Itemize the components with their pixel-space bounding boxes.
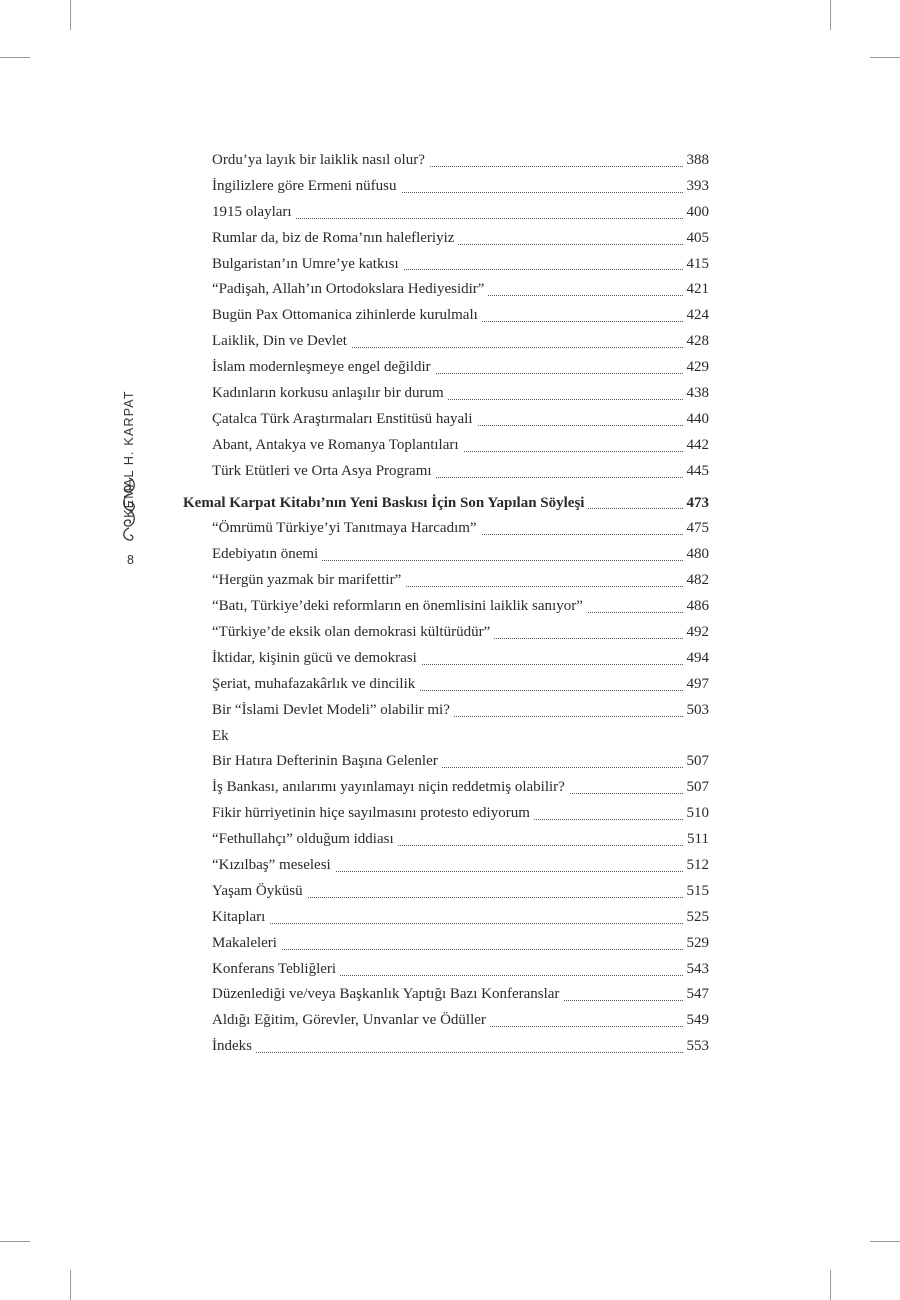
toc-entry-page: 512 — [684, 853, 710, 879]
toc-entry — [212, 775, 709, 801]
toc-entry-page: 515 — [684, 879, 710, 905]
crop-mark-top-left — [70, 0, 71, 30]
toc-entry-page: 393 — [684, 174, 710, 200]
toc-entry-title: İslam modernleşmeye engel değildir — [212, 355, 435, 381]
toc-entry-title: Yaşam Öyküsü — [212, 879, 307, 905]
page-number: 8 — [127, 553, 134, 567]
toc-entry-page: 440 — [684, 407, 710, 433]
toc-entry — [212, 200, 709, 226]
toc-entry-title: Laiklik, Din ve Devlet — [212, 329, 351, 355]
toc-entry-title: Bulgaristan’ın Umre’ye katkısı — [212, 252, 403, 278]
toc-entry-page: 543 — [684, 957, 710, 983]
toc-entry-page: 510 — [684, 801, 710, 827]
toc-entry-page: 529 — [684, 931, 710, 957]
toc-entry-title: Ordu’ya layık bir laiklik nasıl olur? — [212, 148, 429, 174]
toc-entry-title: Konferans Tebliğleri — [212, 957, 340, 983]
toc-entry — [212, 433, 709, 459]
toc-entry — [212, 407, 709, 433]
crop-mark-left-top — [0, 57, 30, 58]
toc-entry-page: 503 — [684, 698, 710, 724]
toc-entry — [212, 459, 709, 485]
dot-leader — [212, 923, 709, 924]
toc-entry-page: 428 — [684, 329, 710, 355]
toc-entry-page: 388 — [684, 148, 710, 174]
toc-entry-title: Kadınların korkusu anlaşılır bir durum — [212, 381, 448, 407]
toc-entry-title: “Batı, Türkiye’deki reformların en önemlisini laiklik sanıyor” — [212, 594, 587, 620]
toc-entry-page: 511 — [684, 827, 709, 853]
toc-entry-title: İngilizlere göre Ermeni nüfusu — [212, 174, 401, 200]
toc-entry-title: Türk Etütleri ve Orta Asya Programı — [212, 459, 436, 485]
toc-entry — [212, 252, 709, 278]
toc-entry — [212, 672, 709, 698]
toc-entry — [212, 749, 709, 775]
toc-entry-page: 547 — [684, 982, 710, 1008]
toc-entry-title: Abant, Antakya ve Romanya Toplantıları — [212, 433, 463, 459]
toc-section-heading — [183, 491, 709, 517]
toc-entry-title: Bir Hatıra Defterinin Başına Gelenler — [212, 749, 442, 775]
toc-entry — [212, 853, 709, 879]
toc-entry-page: 405 — [684, 226, 710, 252]
toc-entry — [212, 355, 709, 381]
toc-entry-page: 400 — [684, 200, 710, 226]
toc-entry — [212, 1034, 709, 1060]
toc-entry-page: 497 — [684, 672, 710, 698]
toc-entry-title: “Padişah, Allah’ın Ortodokslara Hediyesidir” — [212, 277, 488, 303]
toc-entry-title: Fikir hürriyetinin hiçe sayılmasını protesto ediyorum — [212, 801, 534, 827]
toc-entry-page: 492 — [684, 620, 710, 646]
toc-entry-title: İndeks — [212, 1034, 256, 1060]
toc-entry-title: Kemal Karpat Kitabı’nın Yeni Baskısı İçin Son Yapılan Söyleşi — [183, 491, 588, 517]
toc-entry — [212, 827, 709, 853]
toc-entry-page: 421 — [684, 277, 710, 303]
toc-entry-title: İş Bankası, anılarımı yayınlamayı niçin reddetmiş olabilir? — [212, 775, 569, 801]
toc-entry — [212, 594, 709, 620]
crop-mark-bottom-right — [830, 1270, 831, 1300]
toc-entry-title: “Kızılbaş” meselesi — [212, 853, 335, 879]
toc-entry — [212, 226, 709, 252]
crop-mark-right-top — [870, 57, 900, 58]
toc-entry — [212, 698, 709, 724]
toc-entry — [212, 148, 709, 174]
toc-entry — [212, 516, 709, 542]
toc-entry-title: Kitapları — [212, 905, 269, 931]
toc-entry-page: 525 — [684, 905, 710, 931]
toc-entry-page: 424 — [684, 303, 710, 329]
toc-entry — [212, 542, 709, 568]
toc-entry-title: Ek — [212, 724, 233, 750]
dot-leader — [212, 1052, 709, 1053]
dot-leader — [212, 949, 709, 950]
crop-mark-bottom-left — [70, 1270, 71, 1300]
toc-entry — [212, 957, 709, 983]
crop-mark-right-bottom — [870, 1241, 900, 1242]
toc-entry-title: Düzenlediği ve/veya Başkanlık Yaptığı Bazı Konferanslar — [212, 982, 563, 1008]
toc-entry-title: Rumlar da, biz de Roma’nın halefleriyiz — [212, 226, 458, 252]
toc-entry — [212, 724, 709, 750]
table-of-contents — [0, 148, 900, 1060]
toc-entry — [212, 983, 709, 1009]
toc-entry-page: 473 — [684, 491, 710, 517]
toc-entry — [212, 303, 709, 329]
toc-entry — [212, 620, 709, 646]
toc-entry-page: 480 — [684, 542, 710, 568]
toc-entry — [212, 905, 709, 931]
toc-entry-title: Makaleleri — [212, 931, 281, 957]
toc-entry-title: “Ömrümü Türkiye’yi Tanıtmaya Harcadım” — [212, 516, 481, 542]
toc-entry-title: “Fethullahçı” olduğum iddiası — [212, 827, 398, 853]
toc-entry-page: 445 — [684, 459, 710, 485]
toc-entry-title: “Hergün yazmak bir marifettir” — [212, 568, 405, 594]
toc-entry-page: 442 — [684, 433, 710, 459]
toc-entry-page: 438 — [684, 381, 710, 407]
toc-entry — [212, 174, 709, 200]
toc-entry-title: Bugün Pax Ottomanica zihinlerde kurulmalı — [212, 303, 482, 329]
toc-entry-title: İktidar, kişinin gücü ve demokrasi — [212, 646, 421, 672]
toc-entry — [212, 381, 709, 407]
crop-mark-left-bottom — [0, 1241, 30, 1242]
running-head: KEMAL H. KARPAT — [122, 390, 136, 518]
toc-entry-page: 553 — [684, 1034, 710, 1060]
toc-entry-title: Çatalca Türk Araştırmaları Enstitüsü hayali — [212, 407, 477, 433]
toc-entry — [212, 1008, 709, 1034]
toc-entry-page: 486 — [684, 594, 710, 620]
toc-entry — [212, 329, 709, 355]
toc-entry-page: 475 — [684, 516, 710, 542]
toc-entry-page: 429 — [684, 355, 710, 381]
toc-entry-page: 507 — [684, 749, 710, 775]
toc-entry-page: 549 — [684, 1008, 710, 1034]
toc-entry-title: Bir “İslami Devlet Modeli” olabilir mi? — [212, 698, 454, 724]
toc-entry — [212, 277, 709, 303]
toc-entry — [212, 568, 709, 594]
toc-entry-title: Aldığı Eğitim, Görevler, Unvanlar ve Ödüller — [212, 1008, 490, 1034]
crop-mark-top-right — [830, 0, 831, 30]
toc-entry-title: “Türkiye’de eksik olan demokrasi kültürüdür” — [212, 620, 494, 646]
toc-entry-page: 415 — [684, 252, 710, 278]
toc-entry-title: Edebiyatın önemi — [212, 542, 322, 568]
toc-entry-page: 494 — [684, 646, 710, 672]
toc-entry — [212, 646, 709, 672]
toc-entry-page: 507 — [684, 775, 710, 801]
toc-entry — [212, 801, 709, 827]
toc-entry-title: 1915 olayları — [212, 200, 296, 226]
toc-entry-title: Şeriat, muhafazakârlık ve dincilik — [212, 672, 419, 698]
toc-entry — [212, 931, 709, 957]
toc-entry — [212, 879, 709, 905]
toc-entry-page: 482 — [684, 568, 710, 594]
